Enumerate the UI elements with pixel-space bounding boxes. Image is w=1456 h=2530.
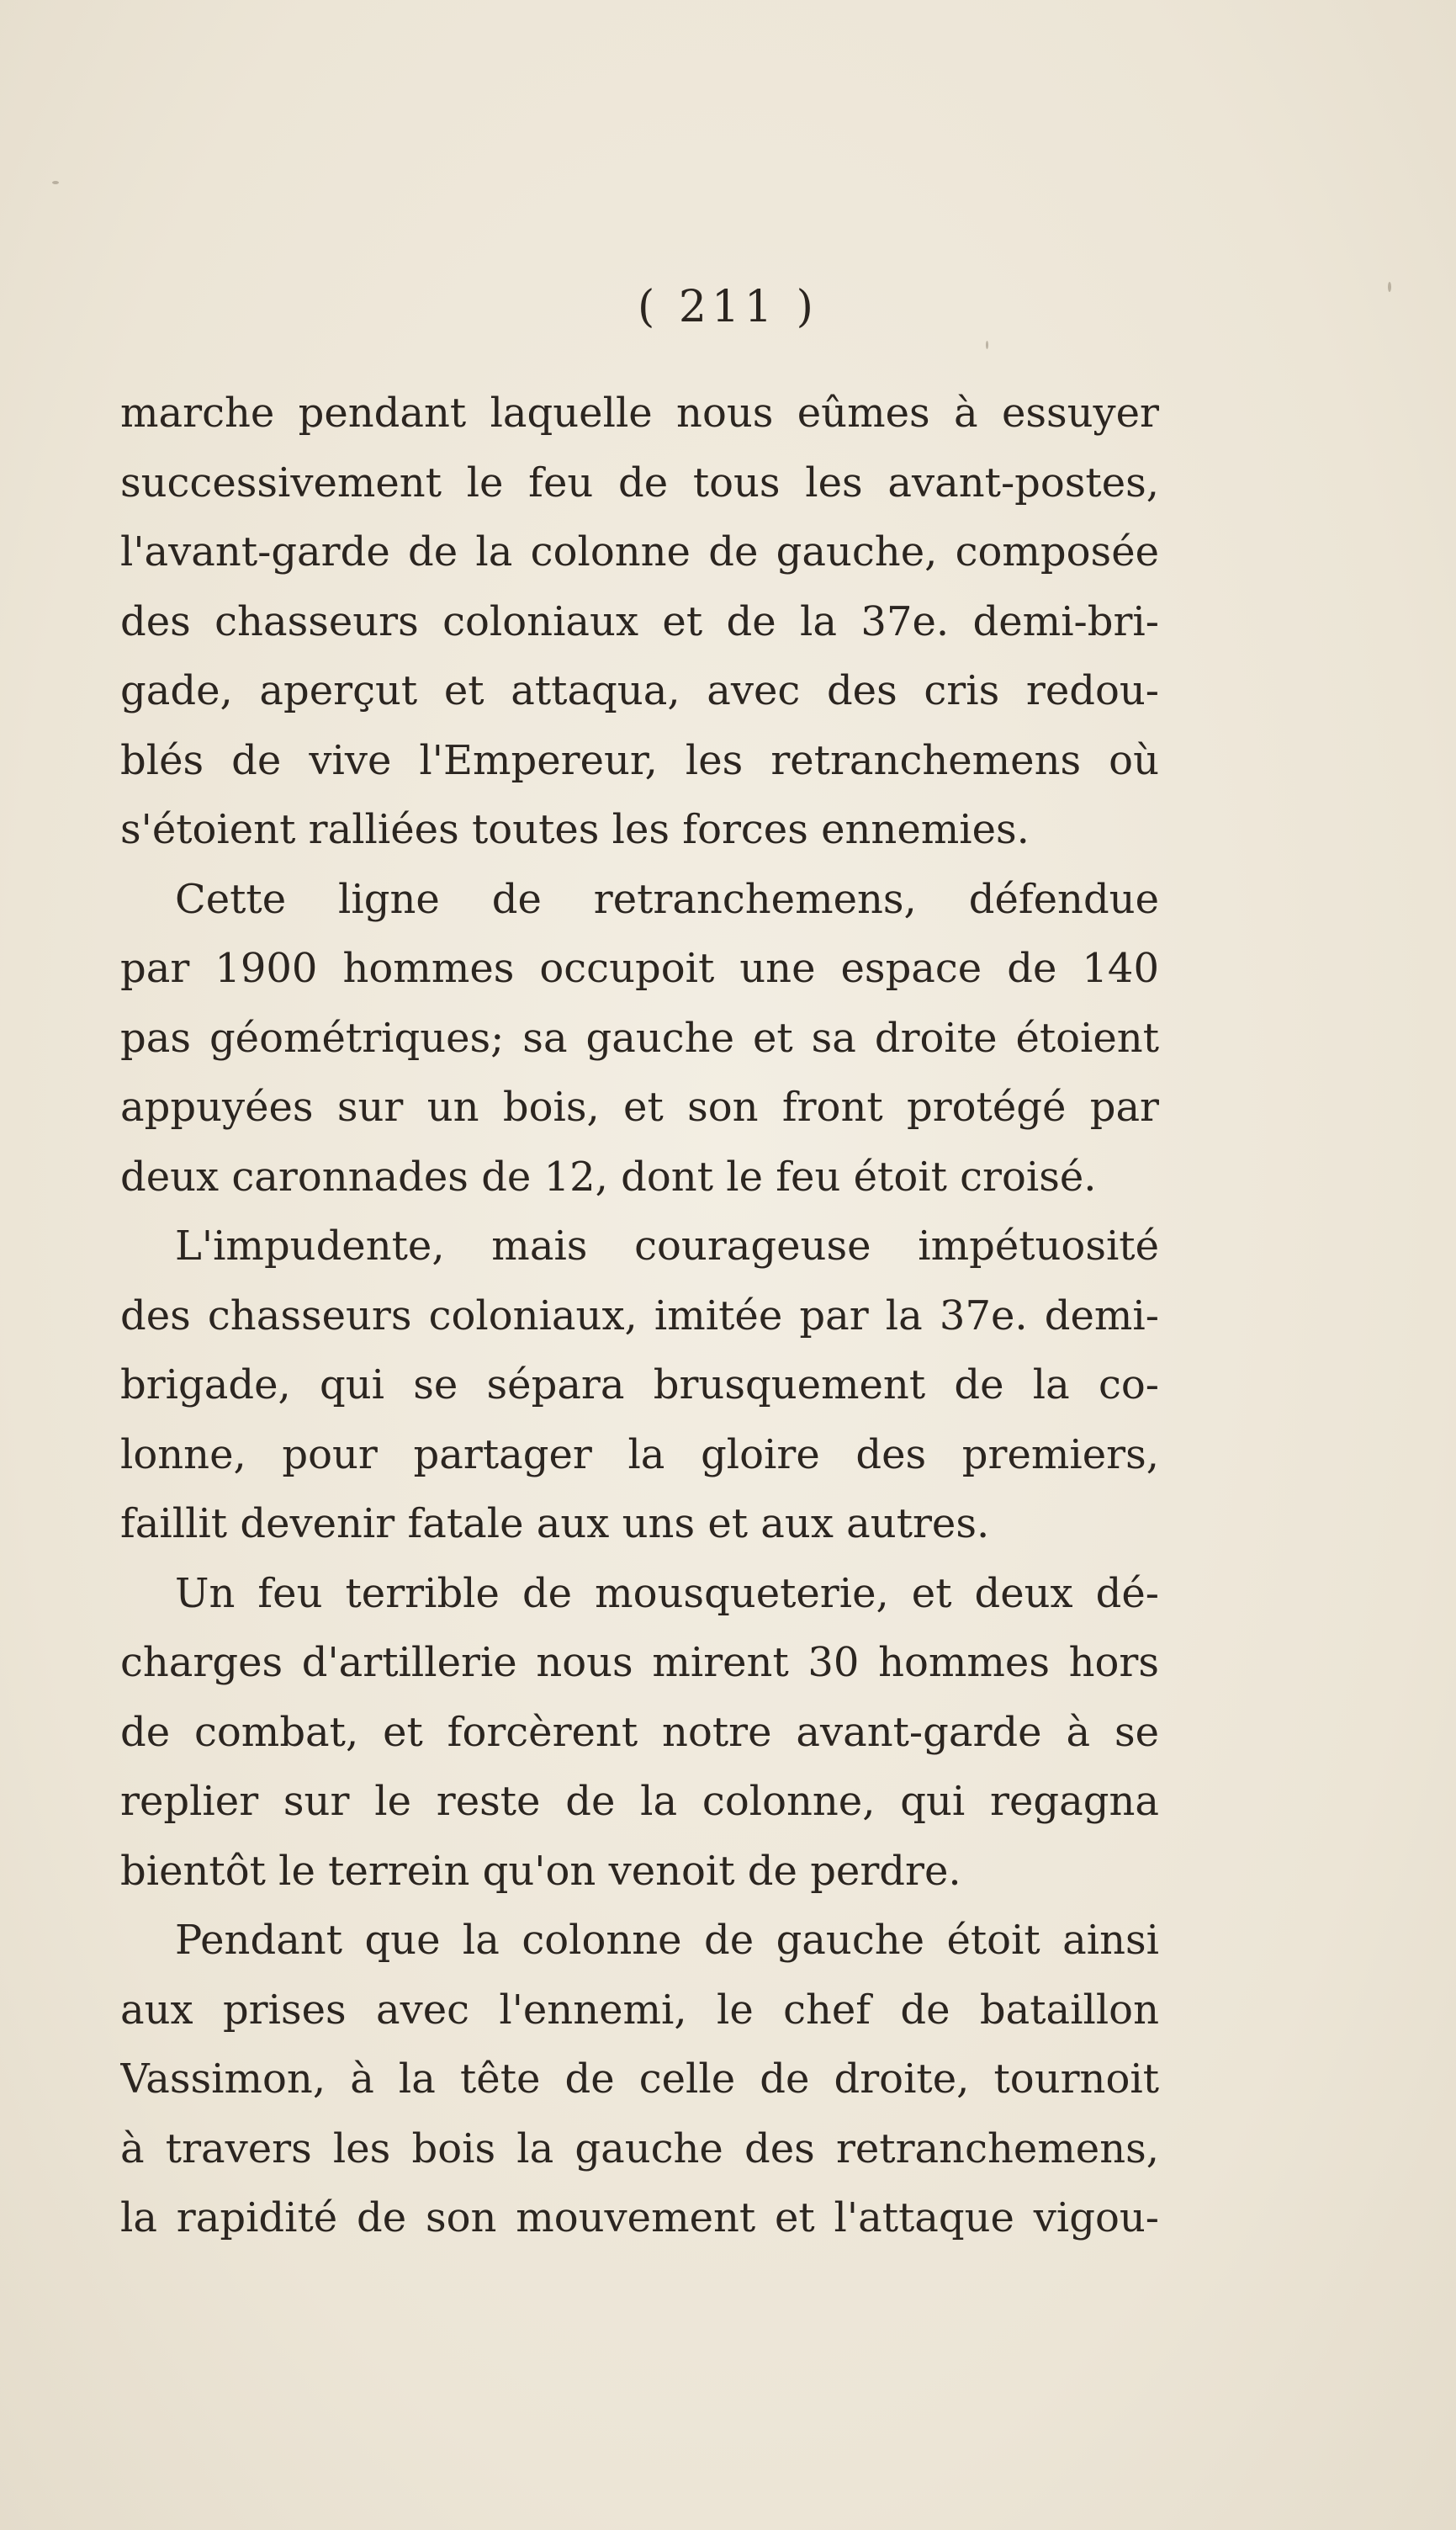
text-line: Pendant que la colonne de gauche étoit ainsi bbox=[175, 1917, 1159, 1964]
text-line: brigade, qui se sépara brusquement de la co- bbox=[120, 1361, 1159, 1408]
text-line: par 1900 hommes occupoit une espace de 140 bbox=[120, 945, 1159, 992]
text-line: faillit devenir fatale aux uns et aux autres. bbox=[120, 1500, 990, 1547]
text-line: lonne, pour partager la gloire des premiers, bbox=[120, 1430, 1159, 1478]
text-line: de combat, et forcèrent notre avant-garde à se bbox=[120, 1708, 1159, 1756]
text-line: la rapidité de son mouvement et l'attaque vigou- bbox=[120, 2194, 1159, 2241]
text-line: successivement le feu de tous les avant-postes, bbox=[120, 459, 1159, 507]
text-line: des chasseurs coloniaux, imitée par la 37e. demi- bbox=[120, 1292, 1159, 1339]
text-line: replier sur le reste de la colonne, qui regagna bbox=[120, 1778, 1159, 1825]
text-line: pas géométriques; sa gauche et sa droite étoient bbox=[120, 1014, 1159, 1062]
page-number: ( 211 ) bbox=[638, 282, 818, 332]
text-line: marche pendant laquelle nous eûmes à essuyer bbox=[120, 390, 1159, 437]
text-line: bientôt le terrein qu'on venoit de perdre. bbox=[120, 1847, 961, 1895]
text-line: Vassimon, à la tête de celle de droite, tournoit bbox=[120, 2055, 1159, 2103]
paper-speck bbox=[52, 181, 59, 184]
text-line: des chasseurs coloniaux et de la 37e. demi-bri- bbox=[120, 597, 1159, 645]
text-line: L'impudente, mais courageuse impétuosité bbox=[175, 1223, 1159, 1270]
text-line: aux prises avec l'ennemi, le chef de bataillon bbox=[120, 1986, 1159, 2034]
text-line: Cette ligne de retranchemens, défendue bbox=[175, 875, 1159, 923]
text-line: deux caronnades de 12, dont le feu étoit croisé. bbox=[120, 1153, 1097, 1201]
text-line: gade, aperçut et attaqua, avec des cris redou- bbox=[120, 667, 1159, 714]
text-line: Un feu terrible de mousqueterie, et deux dé- bbox=[175, 1569, 1159, 1617]
text-line: charges d'artillerie nous mirent 30 hommes hors bbox=[120, 1639, 1159, 1686]
paper-speck bbox=[1388, 282, 1391, 292]
text-line: l'avant-garde de la colonne de gauche, composée bbox=[120, 528, 1159, 575]
body-text bbox=[120, 379, 1159, 2253]
text-line: blés de vive l'Empereur, les retranchemens où bbox=[120, 736, 1159, 784]
text-line: à travers les bois la gauche des retranchemens, bbox=[120, 2124, 1159, 2172]
text-line: s'étoient ralliées toutes les forces ennemies. bbox=[120, 806, 1030, 853]
paper-speck bbox=[986, 341, 988, 349]
text-line: appuyées sur un bois, et son front protégé par bbox=[120, 1084, 1159, 1131]
